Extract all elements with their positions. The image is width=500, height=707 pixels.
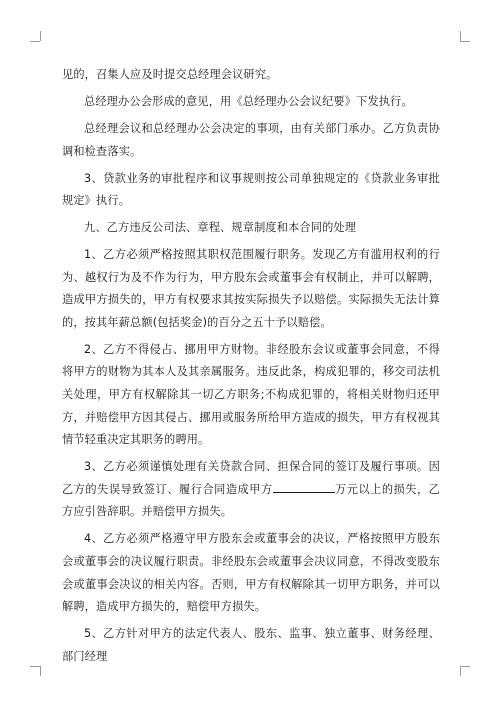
- crop-mark-top-left-v: [40, 31, 41, 41]
- paragraph-loan-approval-rules: 3、贷款业务的审批程序和议事规则按公司单独规定的《贷款业务审批规定》执行。: [62, 171, 440, 208]
- crop-mark-top-left-h: [30, 41, 40, 42]
- paragraph-clause-3: [62, 456, 440, 524]
- section-heading-violations: 九、乙方违反公司法、章程、规章制度和本合同的处理: [84, 221, 357, 235]
- amount-blank-line: [273, 480, 335, 493]
- paragraph-clause-2: 2、乙方不得侵占、挪用甲方财物。非经股东会议或董事会同意，不得将甲方的财物为其本人及其亲属服务。违反此条，构成犯罪的，移交司法机关处理，甲方有权解除其一切乙方职务;不构成犯罪的，将相关财物归还甲方，并赔偿甲方因其侵占、挪用或服务所给甲方造成的损失，甲方有权视其情节轻重决定其职务的聘用。: [62, 342, 440, 447]
- crop-mark-bottom-right-v: [460, 666, 461, 676]
- paragraph-office-meeting-minutes: 总经理办公会形成的意见，用《总经理办公会议纪要》下发执行。: [84, 94, 413, 108]
- document-body: [62, 64, 440, 673]
- crop-mark-top-right-v: [460, 31, 461, 41]
- crop-mark-bottom-right-h: [460, 666, 470, 667]
- paragraph-clause-4: 4、乙方必须严格遵守甲方股东会或董事会的决议，严格按照甲方股东会或董事会的决议履行职责。非经股东会或董事会决议同意，不得改变股东会或董事会决议的相关内容。否则，甲方有权解除其一切甲方职务，并可以解聘，造成甲方损失的，赔偿甲方损失。: [62, 532, 440, 614]
- paragraph-clause-1: 1、乙方必须严格按照其职权范围履行职务。发现乙方有滥用权利的行为、越权行为及不作为行为，甲方股东会或董事会有权制止，并可以解聘，造成甲方损失的，甲方有权要求其按实际损失予以赔偿。实际损失无法计算的，按其年薪总额(包括奖金)的百分之五十予以赔偿。: [62, 248, 440, 329]
- paragraph-clause-5: 5、乙方针对甲方的法定代表人、股东、监事、独立董事、财务经理、部门经理: [62, 627, 440, 663]
- crop-mark-top-right-h: [460, 41, 470, 42]
- crop-mark-bottom-left-h: [30, 666, 40, 667]
- crop-mark-bottom-left-v: [40, 666, 41, 676]
- paragraph-continuation: 见的，召集人应及时提交总经理会议研究。: [62, 68, 278, 81]
- paragraph-meeting-decisions: 总经理会议和总经理办公会决定的事项，由有关部门承办。乙方负责协调和检查落实。: [62, 121, 440, 158]
- clause-3-text-before: 3、乙方必须谨慎处理有关贷款合同、担保合同的签订及履行事项。因乙方的失误导致签订、履行合同造成甲方: [62, 460, 440, 496]
- clause-3-text-after: 万元以上的损失，乙方应引咎辞职。并赔偿甲方损失。: [62, 482, 441, 519]
